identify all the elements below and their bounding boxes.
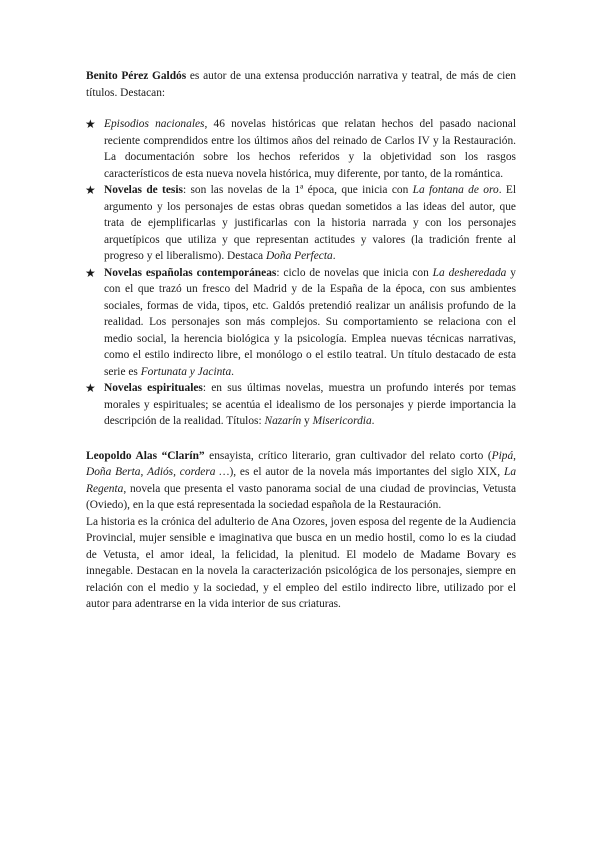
item-heading: Novelas de tesis <box>104 184 183 196</box>
item-text: . <box>231 365 235 378</box>
work-title: La fontana de oro <box>412 184 499 196</box>
list-item-episodios-nacionales <box>85 116 516 182</box>
list-item-novelas-contemporaneas <box>85 265 516 381</box>
author-name-clarin: Leopoldo Alas “Clarín” <box>86 449 205 462</box>
item-heading: Novelas espirituales <box>104 382 203 394</box>
work-title: Doña Perfecta <box>265 250 333 262</box>
regenta-paragraph: La historia es la crónica del adulterio de Ana Ozores, joven esposa del regente de la Audiencia Provincial, mujer sensible e imaginativa que busca en un medio hostil, como lo es la ciudad de Vetusta, el amor ideal, la felicidad, la plenitud. El modelo de Madame Bovary es innegable. Destacan en la novela la caracterización psicológica de los personajes, siempre en relación con el medio y la sociedad, y el empleo del estilo indirecto libre, utilizado por el autor para adentrarse en la vida interior de sus criaturas. <box>86 515 516 610</box>
work-title: Pipá <box>491 449 514 462</box>
list-item-novelas-de-tesis <box>85 182 517 265</box>
work-title: La desheredada <box>432 266 507 279</box>
item-text: : en sus últimas novelas, muestra un profundo interés por temas morales y espirituales; se acentúa el idealismo de los personajes y pierde importancia la descripción de la realidad. Títulos: <box>104 382 516 427</box>
work-title: Doña Berta <box>86 466 141 478</box>
item-text: , 46 novelas históricas que relatan hechos del pasado nacional reciente comprendidos entre los últimos años del reinado de Carlos IV y la Restauración. La documentación sobre los hechos referidos y la objetividad son los rasgos característicos de esta nueva novela histórica, muy diferente, por tanto, de la romántica. <box>104 118 516 180</box>
clarin-text: ensayista, crítico literario, gran cultivador del relato corto ( <box>204 449 492 462</box>
author-name-galdos: Benito Pérez Galdós <box>86 70 187 82</box>
star-bullet-icon: ★ <box>85 265 96 280</box>
item-text: . El argumento y los personajes de estas obras quedan sometidos a las ideas del autor, que trata de ejemplificarlas y justificarlas con la historia narrada y con los personajes arquetípicos que utiliza y que representan actitudes y valores (la tradición frente al progreso y el liberalismo). Destaca <box>104 184 517 262</box>
clarin-text: ), es el autor de la novela más importantes del siglo XIX, <box>229 466 504 478</box>
work-title: Adiós, cordera … <box>147 466 230 478</box>
galdos-intro-text: es autor de una extensa producción narrativa y teatral, de más de cien títulos. Destacan: <box>86 70 516 99</box>
item-text: . <box>332 250 336 262</box>
work-title: Misericordia <box>312 415 372 427</box>
clarin-paragraph <box>86 448 516 514</box>
item-text: y con el que trazó un fresco del Madrid y de la España de la época, con sus ambientes sociales, formas de vida, tipos, etc. Galdós pretendió realizar un análisis profundo de la realidad. Los personajes son más complejos. Su comportamiento se relaciona con el medio social, la herencia biológica y la psicología. Emplea nuevas técnicas narrativas, como el estilo indirecto libre, el monólogo o el estilo teatral. Un título destacado de esta serie es <box>104 266 516 378</box>
item-text: . <box>371 415 375 427</box>
separator: , <box>140 466 148 478</box>
work-title: Fortunata y Jacinta <box>140 365 232 378</box>
star-bullet-icon: ★ <box>85 117 96 131</box>
item-text: : son las novelas de la 1ª época, que inicia con <box>182 184 413 196</box>
star-bullet-icon: ★ <box>85 381 96 395</box>
item-heading: Novelas españolas contemporáneas <box>104 266 277 279</box>
clarin-text: , novela que presenta el vasto panorama social de una ciudad de provincias, Vetusta (Oviedo), en la que está representada la sociedad española de la Restauración. <box>86 482 516 511</box>
item-text: : ciclo de novelas que inicia con <box>276 266 433 279</box>
galdos-intro-paragraph <box>86 68 516 101</box>
item-text: y <box>301 415 313 427</box>
galdos-novel-types-list <box>86 116 516 430</box>
work-title: Episodios nacionales <box>104 118 205 130</box>
list-item-novelas-espirituales <box>85 380 516 430</box>
work-title: La Regenta <box>86 466 517 495</box>
work-title: Nazarín <box>264 415 302 427</box>
separator: , <box>513 449 516 462</box>
star-bullet-icon: ★ <box>85 183 96 197</box>
